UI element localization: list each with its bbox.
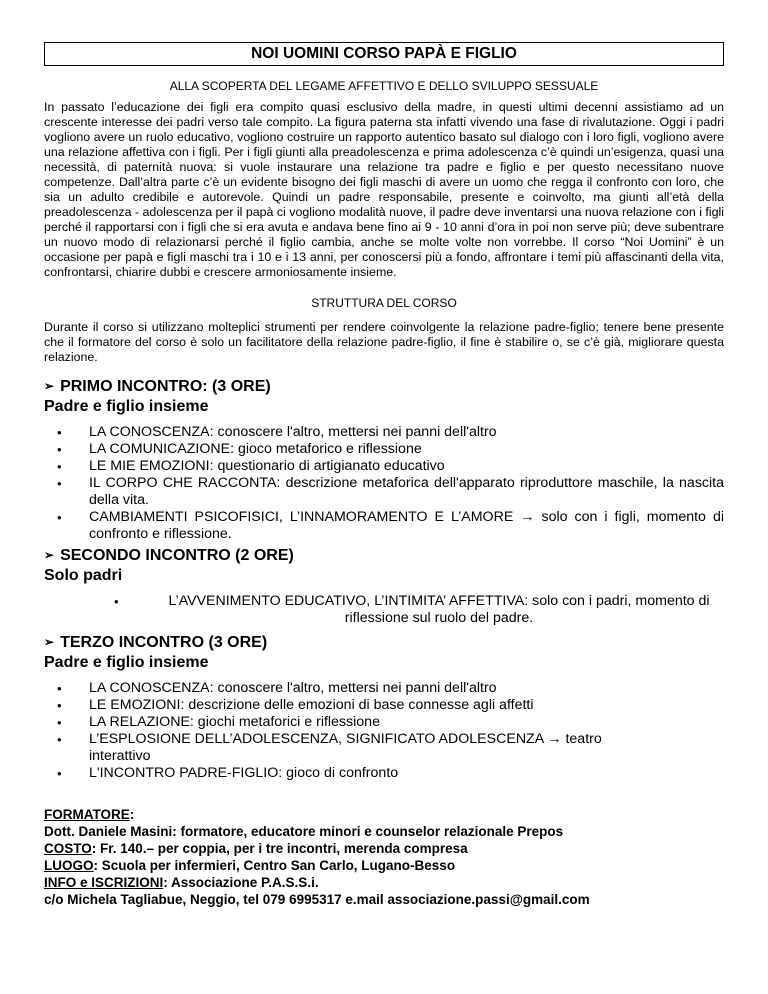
info-line	[44, 874, 724, 891]
meeting-1	[44, 377, 724, 543]
arrow-bullet-icon: ➢	[44, 635, 55, 649]
document-title: NOI UOMINI CORSO PAPÀ E FIGLIO	[44, 42, 724, 66]
meeting-3-subtitle: Padre e figlio insieme	[44, 654, 209, 671]
meeting-3-items	[44, 680, 724, 782]
list-item: • IL CORPO CHE RACCONTA: descrizione metaforica dell'apparato riproduttore maschile, la nascita della vita.	[44, 475, 724, 509]
meeting-2-items	[44, 593, 724, 627]
document-subtitle: ALLA SCOPERTA DEL LEGAME AFFETTIVO E DELLO SVILUPPO SESSUALE	[169, 79, 599, 93]
formatore-value: Dott. Daniele Masini: formatore, educatore minori e counselor relazionale Prepos	[44, 824, 564, 839]
list-item: • L’AVVENIMENTO EDUCATIVO, L’INTIMITA’ AFFETTIVA: solo con i padri, momento di riflessione sul ruolo del padre.	[44, 593, 724, 627]
structure-paragraph: Durante il corso si utilizzano molteplici strumenti per rendere coinvolgente la relazione padre-figlio; tenere bene presente che il formatore del corso è solo un facilitatore della relazione padre-figlio, il fine è stabilire o, se c’è già, migliorare questa relazione.	[44, 320, 724, 364]
list-item: • CAMBIAMENTI PSICOFISICI, L’INNAMORAMENTO E L’AMORE → solo con i figli, momento di confronto e riflessione.	[44, 509, 724, 543]
list-item: • LA CONOSCENZA: conoscere l'altro, mettersi nei panni dell'altro	[44, 424, 724, 441]
meeting-1-items	[44, 424, 724, 543]
info-label: INFO e ISCRIZIONI	[44, 875, 164, 890]
intro-paragraph: In passato l’educazione dei figli era compito quasi esclusivo della madre, in questi ultimi decenni assistiamo ad un crescente interesse dei padri verso tale compito. La figura paterna sta infatti vivendo una fase di rivalutazione. Oggi i padri vogliono avere un ruolo educativo, vogliono costruire un rapporto autentico basato sul dialogo con i loro figli, vogliono avere una relazione affettiva con i figli. Per i figli giunti alla preadolescenza e prima adolescenza c’è quindi un’esigenza, quasi una necessità, di paternità nuova: si vuole instaurare una relazione tra padre e figlio e per questo necessitano nuove competenze. Dall’altra parte c’è un evidente bisogno dei figli maschi di avere un uomo che regga il confronto con loro, che sia un adulto credibile e autorevole. Quindi un padre responsabile, presente e coinvolto, ma giunti all’età della preadolescenza - adolescenza per il papà ci vogliono modalità nuove, il padre deve inventarsi una nuova relazione con i figli perché il rapportarsi con i figli che si era avuta e andava bene fino ai 9 - 10 anni d’ora in poi non serve più; deve subentrare un nuovo modo di relazionarsi perché il figlio cambia, anche se molte volte non vorrebbe. Il corso “Noi Uomini” è un occasione per papà e figli maschi tra i 10 e i 13 anni, per conoscersi più a fondo, affrontare i temi più affascinanti della vita, confrontarsi, chiarire dubbi e crescere armoniosamente insieme.	[44, 100, 724, 279]
meeting-2-subtitle: Solo padri	[44, 567, 123, 584]
meeting-2	[44, 546, 724, 627]
list-item: • LA RELAZIONE: giochi metaforici e riflessione	[44, 714, 724, 731]
contact-line: c/o Michela Tagliabue, Neggio, tel 079 6995317 e.mail associazione.passi@gmail.com	[44, 892, 590, 907]
formatore-label: FORMATORE	[44, 807, 130, 822]
arrow-bullet-icon: ➢	[44, 379, 55, 393]
meeting-3-title-text: TERZO INCONTRO (3 ORE)	[60, 634, 268, 651]
luogo-value: : Scuola per infermieri, Centro San Carlo, Lugano-Besso	[93, 858, 456, 873]
meeting-1-subtitle: Padre e figlio insieme	[44, 398, 209, 415]
list-item: • LE MIE EMOZIONI: questionario di artigianato educativo	[44, 458, 724, 475]
structure-heading: STRUTTURA DEL CORSO	[311, 296, 457, 310]
costo-label: COSTO	[44, 841, 92, 856]
list-item: • LA CONOSCENZA: conoscere l'altro, mettersi nei panni dell'altro	[44, 680, 724, 697]
meeting-3	[44, 633, 724, 782]
info-value: : Associazione P.A.S.S.i.	[163, 875, 319, 890]
meeting-1-title	[44, 377, 724, 397]
costo-value: : Fr. 140.– per coppia, per i tre incontri, merenda compresa	[91, 841, 468, 856]
costo-line	[44, 840, 724, 857]
formatore-label-line: FORMATORE:	[44, 807, 135, 822]
luogo-line	[44, 857, 724, 874]
list-item: • LE EMOZIONI: descrizione delle emozioni di base connesse agli affetti	[44, 697, 724, 714]
course-info	[44, 806, 724, 908]
meeting-1-title-text: PRIMO INCONTRO: (3 ORE)	[60, 378, 271, 395]
list-item: • L’ESPLOSIONE DELL’ADOLESCENZA, SIGNIFICATO ADOLESCENZA → teatro interattivo	[44, 731, 724, 765]
list-item: • LA COMUNICAZIONE: gioco metaforico e riflessione	[44, 441, 724, 458]
list-item: • L'INCONTRO PADRE-FIGLIO: gioco di confronto	[44, 765, 724, 782]
meeting-2-title-text: SECONDO INCONTRO (2 ORE)	[60, 547, 294, 564]
arrow-bullet-icon: ➢	[44, 548, 55, 562]
meeting-2-title	[44, 546, 724, 566]
document-page	[44, 42, 724, 908]
luogo-label: LUOGO	[44, 858, 94, 873]
meeting-3-title	[44, 633, 724, 653]
